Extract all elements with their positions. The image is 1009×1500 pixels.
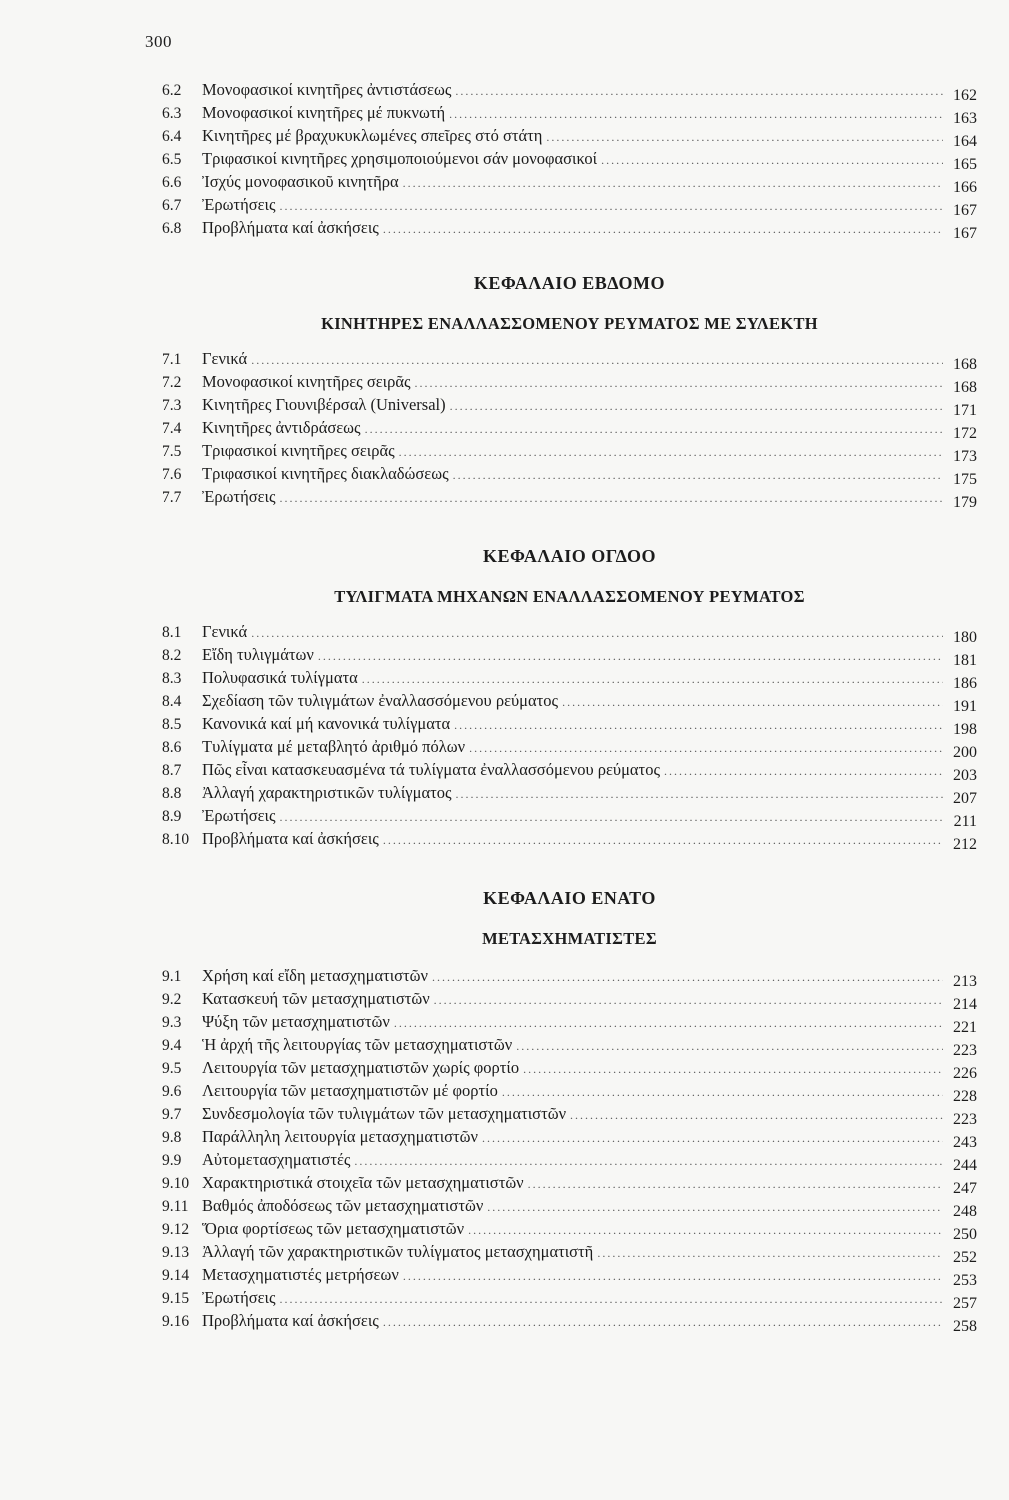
section-title: Κινητῆρες ἀντιδράσεως — [202, 418, 361, 437]
page-ref: 221 — [953, 1019, 977, 1036]
toc-entry — [162, 643, 977, 669]
section-number: 8.3 — [162, 670, 182, 687]
section-title: Πολυφασικά τυλίγματα — [202, 668, 358, 687]
section-number: 6.4 — [162, 128, 182, 145]
dot-leader — [251, 622, 943, 645]
chapter-label: ΚΕΦΑΛΑΙΟ ΕΒΔΟΜΟ — [473, 273, 666, 293]
section-number: 9.3 — [162, 1014, 182, 1031]
section-title: Μονοφασικοί κινητῆρες ἀντιστάσεως — [202, 80, 452, 99]
section-title: Κατασκευή τῶν μετασχηματιστῶν — [202, 989, 430, 1008]
page-ref: 163 — [953, 110, 977, 127]
page-ref: 250 — [953, 1226, 977, 1243]
chapter-section — [162, 884, 977, 1335]
dot-leader — [487, 1196, 943, 1219]
dot-leader — [383, 829, 943, 852]
dot-leader — [664, 760, 943, 783]
dot-leader — [454, 714, 943, 737]
section-title: Ἐρωτήσεις — [202, 806, 276, 825]
section-title: Χαρακτηριστικά στοιχεῖα τῶν μετασχηματιστῶν — [202, 1173, 524, 1192]
section-title: Ἡ ἀρχή τῆς λειτουργίας τῶν μετασχηματιστῶν — [202, 1035, 513, 1054]
section-number: 6.2 — [162, 82, 182, 99]
dot-leader — [403, 1265, 943, 1288]
section-title: Ψύξη τῶν μετασχηματιστῶν — [202, 1012, 390, 1031]
dot-leader — [434, 989, 943, 1012]
toc-entry — [162, 1102, 977, 1128]
dot-leader — [251, 349, 943, 372]
toc-entry — [162, 193, 977, 219]
section-number: 8.8 — [162, 785, 182, 802]
dot-leader — [453, 464, 943, 487]
page-ref: 212 — [953, 836, 977, 853]
section-title: Ἀλλαγή χαρακτηριστικῶν τυλίγματος — [202, 783, 452, 802]
page-ref: 167 — [953, 225, 977, 242]
section-number: 8.9 — [162, 808, 182, 825]
section-number: 6.7 — [162, 197, 182, 214]
dot-leader — [383, 218, 943, 241]
page-ref: 200 — [953, 744, 977, 761]
section-number: 9.7 — [162, 1106, 182, 1123]
page-ref: 248 — [953, 1203, 977, 1220]
dot-leader — [482, 1127, 943, 1150]
dot-leader — [362, 668, 943, 691]
dot-leader — [601, 149, 943, 172]
toc-entry — [162, 124, 977, 150]
section-number: 9.13 — [162, 1244, 190, 1261]
toc-entry — [162, 1148, 977, 1174]
toc-entry — [162, 347, 977, 373]
page-ref: 226 — [953, 1065, 977, 1082]
dot-leader — [354, 1150, 943, 1173]
section-number: 8.5 — [162, 716, 182, 733]
section-number: 9.1 — [162, 968, 182, 985]
section-number: 8.1 — [162, 624, 182, 641]
section-title: Ὅρια φορτίσεως τῶν μετασχηματιστῶν — [202, 1219, 465, 1238]
page-ref: 173 — [953, 448, 977, 465]
toc-entry — [162, 416, 977, 442]
table-of-contents — [162, 78, 977, 1335]
chapter-section — [162, 269, 977, 511]
page-ref: 168 — [953, 356, 977, 373]
toc-entry — [162, 758, 977, 784]
page-ref: 167 — [953, 202, 977, 219]
dot-leader — [280, 806, 944, 829]
section-title: Κινητῆρες μέ βραχυκυκλωμένες σπεῖρες στό στάτη — [202, 126, 543, 145]
section-number: 9.2 — [162, 991, 182, 1008]
dot-leader — [318, 645, 943, 668]
toc-entry — [162, 393, 977, 419]
page-ref: 243 — [953, 1134, 977, 1151]
section-title: Τυλίγματα μέ μεταβλητό ἀριθμό πόλων — [202, 737, 466, 756]
section-title: Αὐτομετασχηματιστές — [202, 1150, 351, 1169]
toc-entry — [162, 101, 977, 127]
dot-leader — [523, 1058, 943, 1081]
section-title: Γενικά — [202, 622, 248, 641]
page-ref: 186 — [953, 675, 977, 692]
page-ref: 211 — [953, 813, 977, 830]
section-title: Σχεδίαση τῶν τυλιγμάτων ἐναλλασσόμενου ρεύματος — [202, 691, 559, 710]
toc-entry — [162, 78, 977, 104]
section-number: 7.3 — [162, 397, 182, 414]
page-ref: 165 — [953, 156, 977, 173]
section-number: 9.15 — [162, 1290, 190, 1307]
page-ref: 168 — [953, 379, 977, 396]
section-title: Εἴδη τυλιγμάτων — [202, 645, 314, 664]
section-number: 6.5 — [162, 151, 182, 168]
dot-leader — [280, 195, 944, 218]
section-number: 9.14 — [162, 1267, 190, 1284]
toc-entry — [162, 781, 977, 807]
page-ref: 198 — [953, 721, 977, 738]
section-title: Τριφασικοί κινητῆρες χρησιμοποιούμενοι σάν μονοφασικοί — [202, 149, 598, 168]
toc-entry — [162, 370, 977, 396]
page-ref: 253 — [953, 1272, 977, 1289]
page-ref: 166 — [953, 179, 977, 196]
section-title: Συνδεσμολογία τῶν τυλιγμάτων τῶν μετασχηματιστῶν — [202, 1104, 567, 1123]
page-ref: 244 — [953, 1157, 977, 1174]
toc-entry — [162, 620, 977, 646]
dot-leader — [597, 1242, 943, 1265]
section-number: 9.8 — [162, 1129, 182, 1146]
toc-entry — [162, 804, 977, 830]
page-ref: 257 — [953, 1295, 977, 1312]
section-number: 9.9 — [162, 1152, 182, 1169]
section-number: 8.10 — [162, 831, 190, 848]
section-title: Προβλήματα καί ἀσκήσεις — [202, 829, 379, 848]
section-number: 9.6 — [162, 1083, 182, 1100]
page-ref: 171 — [953, 402, 977, 419]
toc-entry — [162, 735, 977, 761]
toc-entry — [162, 216, 977, 242]
dot-leader — [415, 372, 944, 395]
section-number: 6.8 — [162, 220, 182, 237]
section-title: Ἐρωτήσεις — [202, 1288, 276, 1307]
section-title: Προβλήματα καί ἀσκήσεις — [202, 1311, 379, 1330]
toc-entry — [162, 1033, 977, 1059]
dot-leader — [562, 691, 943, 714]
section-number: 7.4 — [162, 420, 182, 437]
page-ref: 258 — [953, 1318, 977, 1335]
toc-entry — [162, 1217, 977, 1243]
toc-entry — [162, 1125, 977, 1151]
toc-entry — [162, 1263, 977, 1289]
section-number: 7.7 — [162, 489, 182, 506]
dot-leader — [280, 487, 944, 510]
section-number: 9.4 — [162, 1037, 182, 1054]
toc-entry — [162, 170, 977, 196]
page-ref: 164 — [953, 133, 977, 150]
dot-leader — [528, 1173, 943, 1196]
page-ref: 247 — [953, 1180, 977, 1197]
page-ref: 223 — [953, 1111, 977, 1128]
toc-entry — [162, 666, 977, 692]
toc-entry — [162, 1309, 977, 1335]
toc-entry — [162, 1240, 977, 1266]
section-number: 9.12 — [162, 1221, 190, 1238]
page-number: 300 — [145, 32, 172, 51]
page-ref: 214 — [953, 996, 977, 1013]
toc-entry — [162, 439, 977, 465]
dot-leader — [546, 126, 943, 149]
section-number: 6.3 — [162, 105, 182, 122]
toc-entry — [162, 987, 977, 1013]
page-ref: 223 — [953, 1042, 977, 1059]
page-ref: 228 — [953, 1088, 977, 1105]
section-title: Κανονικά καί μή κανονικά τυλίγματα — [202, 714, 451, 733]
toc-entry — [162, 1056, 977, 1082]
section-title: Λειτουργία τῶν μετασχηματιστῶν μέ φορτίο — [202, 1081, 498, 1100]
section-number: 7.1 — [162, 351, 182, 368]
chapter-section — [162, 78, 977, 242]
section-title: Τριφασικοί κινητῆρες σειρᾶς — [202, 441, 395, 460]
section-title: Πῶς εἶναι κατασκευασμένα τά τυλίγματα ἐναλλασσόμενου ρεύματος — [202, 760, 660, 779]
section-number: 7.5 — [162, 443, 182, 460]
dot-leader — [570, 1104, 943, 1127]
page-ref: 172 — [953, 425, 977, 442]
chapter-title: ΤΥΛΙΓΜΑΤΑ ΜΗΧΑΝΩΝ ΕΝΑΛΛΑΣΣΟΜΕΝΟΥ ΡΕΥΜΑΤΟΣ — [334, 587, 805, 606]
section-title: Τριφασικοί κινητῆρες διακλαδώσεως — [202, 464, 449, 483]
toc-entry — [162, 462, 977, 488]
chapter-section — [162, 542, 977, 853]
dot-leader — [403, 172, 943, 195]
toc-entry — [162, 485, 977, 511]
page-ref: 191 — [953, 698, 977, 715]
section-title: Ἐρωτήσεις — [202, 195, 276, 214]
page-ref: 179 — [953, 494, 977, 511]
dot-leader — [450, 395, 943, 418]
section-title: Μετασχηματιστές μετρήσεων — [202, 1265, 399, 1284]
dot-leader — [469, 737, 943, 760]
section-title: Μονοφασικοί κινητῆρες σειρᾶς — [202, 372, 411, 391]
section-number: 7.6 — [162, 466, 182, 483]
toc-entry — [162, 827, 977, 853]
page-ref: 252 — [953, 1249, 977, 1266]
section-number: 8.4 — [162, 693, 182, 710]
page-ref: 207 — [953, 790, 977, 807]
toc-entry — [162, 712, 977, 738]
section-number: 9.5 — [162, 1060, 182, 1077]
dot-leader — [399, 441, 943, 464]
dot-leader — [280, 1288, 944, 1311]
toc-entry — [162, 1079, 977, 1105]
section-title: Ἀλλαγή τῶν χαρακτηριστικῶν τυλίγματος μετασχηματιστῆ — [202, 1242, 594, 1261]
chapter-title: ΜΕΤΑΣΧΗΜΑΤΙΣΤΕΣ — [482, 929, 657, 948]
page-ref: 180 — [953, 629, 977, 646]
page-ref: 203 — [953, 767, 977, 784]
toc-entry — [162, 689, 977, 715]
page-ref: 162 — [953, 87, 977, 104]
dot-leader — [455, 80, 943, 103]
section-title: Ἐρωτήσεις — [202, 487, 276, 506]
section-title: Μονοφασικοί κινητῆρες μέ πυκνωτή — [202, 103, 446, 122]
section-number: 8.6 — [162, 739, 182, 756]
dot-leader — [449, 103, 943, 126]
dot-leader — [365, 418, 943, 441]
section-number: 8.2 — [162, 647, 182, 664]
section-title: Παράλληλη λειτουργία μετασχηματιστῶν — [202, 1127, 478, 1146]
toc-entry — [162, 1171, 977, 1197]
dot-leader — [383, 1311, 943, 1334]
section-number: 8.7 — [162, 762, 182, 779]
section-title: Λειτουργία τῶν μετασχηματιστῶν χωρίς φορτίο — [202, 1058, 520, 1077]
dot-leader — [456, 783, 944, 806]
toc-entry — [162, 1286, 977, 1312]
dot-leader — [516, 1035, 943, 1058]
dot-leader — [394, 1012, 943, 1035]
page-ref: 181 — [953, 652, 977, 669]
section-number: 9.11 — [162, 1198, 189, 1215]
section-title: Γενικά — [202, 349, 248, 368]
section-title: Κινητῆρες Γιουνιβέρσαλ (Universal) — [202, 395, 446, 414]
toc-entry — [162, 964, 977, 990]
toc-entry — [162, 1194, 977, 1220]
dot-leader — [502, 1081, 943, 1104]
page-ref: 213 — [953, 973, 977, 990]
section-title: Βαθμός ἀποδόσεως τῶν μετασχηματιστῶν — [202, 1196, 484, 1215]
dot-leader — [468, 1219, 943, 1242]
toc-entry — [162, 147, 977, 173]
section-title: Χρήση καί εἴδη μετασχηματιστῶν — [202, 966, 429, 985]
section-number: 6.6 — [162, 174, 182, 191]
page-ref: 175 — [953, 471, 977, 488]
section-title: Ἰσχύς μονοφασικοῦ κινητῆρα — [202, 172, 399, 191]
chapter-title: ΚΙΝΗΤΗΡΕΣ ΕΝΑΛΛΑΣΣΟΜΕΝΟΥ ΡΕΥΜΑΤΟΣ ΜΕ ΣΥΛΕΚΤΗ — [321, 314, 818, 333]
section-title: Προβλήματα καί ἀσκήσεις — [202, 218, 379, 237]
dot-leader — [432, 966, 943, 989]
chapter-label: ΚΕΦΑΛΑΙΟ ΟΓΔΟΟ — [483, 546, 656, 566]
chapter-label: ΚΕΦΑΛΑΙΟ ΕΝΑΤΟ — [483, 888, 656, 908]
section-number: 7.2 — [162, 374, 182, 391]
section-number: 9.10 — [162, 1175, 190, 1192]
toc-entry — [162, 1010, 977, 1036]
section-number: 9.16 — [162, 1313, 190, 1330]
